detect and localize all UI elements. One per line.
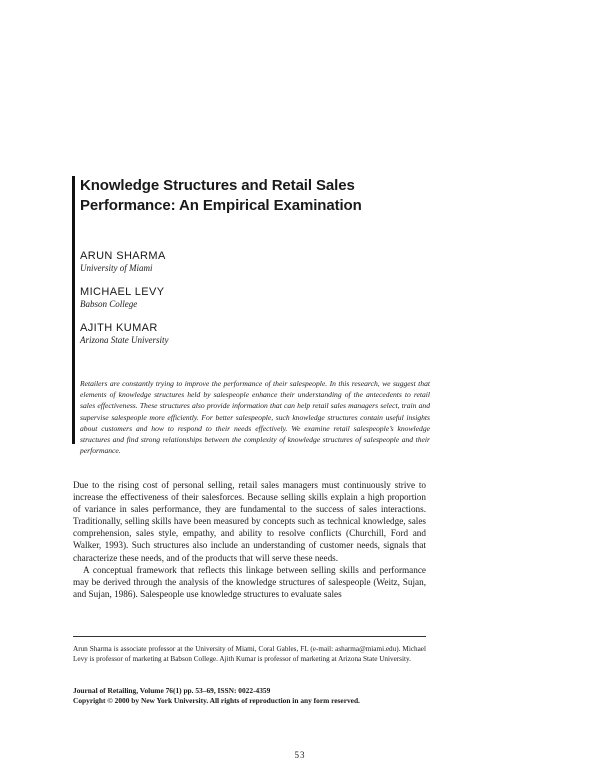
author-affiliation: Babson College — [80, 299, 138, 309]
author-2 — [80, 286, 440, 310]
journal-copyright: Copyright © 2000 by New York University. All rights of reproduction in any form reserved. — [73, 696, 360, 705]
body-paragraph-2: A conceptual framework that reflects this linkage between selling skills and performance may be derived through the analysis of the knowledge structures of salespeople (Weitz, Sujan, and Sujan, 1986). Salespeople use knowledge structures to evaluate sales — [73, 564, 426, 599]
title-line-1: Knowledge Structures and Retail Sales — [80, 177, 355, 194]
author-affiliation: University of Miami — [80, 263, 153, 273]
footnote-divider — [73, 636, 426, 637]
journal-citation: Journal of Retailing, Volume 76(1) pp. 53–69, ISSN: 0022-4359 — [73, 686, 271, 695]
body-text — [73, 479, 426, 600]
author-name: ARUN SHARMA — [80, 250, 166, 262]
body-paragraph-1: Due to the rising cost of personal selling, retail sales managers must continuously strive to increase the effectiveness of their salesforces. Because selling skills explain a high proportion of variance in sales performance, they are fundamental to the success of sales interactions. Traditionally, selling skills have been measured by concepts such as technical knowledge, sales comprehension, sales style, empathy, and ability to resolve conflicts (Churchill, Ford and Walker, 1993). Such structures also include an understanding of customer needs, signals that characterize these needs, and of the products that will serve these needs. — [73, 480, 426, 563]
abstract: Retailers are constantly trying to improve the performance of their salespeople. In this research, we suggest that elements of knowledge structures held by salespeople enhance their understanding of the antecedents to retail sales effectiveness. These structures also provide information that can help retail sales managers select, train and supervise salespeople more efficiently. For better salespeople, such knowledge structures contain useful insights about customers and how to respond to their needs effectively. We examine retail salespeople’s knowledge structures and find strong relationships between the complexity of knowledge structures of salespeople and their performance. — [80, 379, 430, 456]
author-affiliation: Arizona State University — [80, 335, 169, 345]
journal-info — [73, 686, 426, 706]
author-3 — [80, 322, 440, 346]
title-line-2: Performance: An Empirical Examination — [80, 197, 362, 214]
author-name: AJITH KUMAR — [80, 322, 158, 334]
page-number: 53 — [294, 750, 306, 760]
author-name: MICHAEL LEVY — [80, 286, 165, 298]
author-1 — [80, 250, 440, 274]
article-title — [80, 176, 440, 216]
author-footnote: Arun Sharma is associate professor at the University of Miami, Coral Gables, FL (e-mail: asharma@miami.edu). Michael Levy is professor of marketing at Babson College. Ajith Kumar is professor of marketing at Arizona State University. — [73, 645, 426, 663]
